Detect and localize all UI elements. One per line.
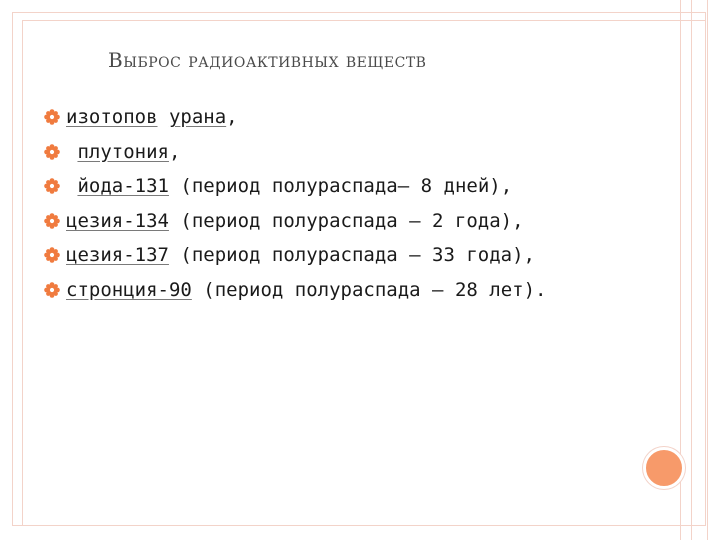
gear-flower-icon xyxy=(44,213,60,229)
item-text: , xyxy=(226,106,238,129)
item-lead xyxy=(66,175,77,197)
item-text: (период полураспада — 33 года), xyxy=(168,244,535,267)
item-link[interactable]: стронция-90 xyxy=(66,278,192,301)
gear-flower-icon xyxy=(44,282,60,298)
gear-flower-icon xyxy=(44,144,60,160)
item-text: , xyxy=(168,140,181,163)
item-text: (период полураспада — 28 лет). xyxy=(191,278,547,301)
decorative-circle xyxy=(643,447,685,489)
list-item xyxy=(44,100,546,135)
gear-flower-icon xyxy=(44,178,60,194)
item-text: (период полураспада — 2 года), xyxy=(168,209,524,232)
list-item xyxy=(44,169,546,204)
right-border-band-outer xyxy=(692,0,708,540)
item-link[interactable]: плутония xyxy=(77,140,169,163)
item-link[interactable]: урана xyxy=(168,106,227,129)
item-separator xyxy=(158,106,169,128)
gear-flower-icon xyxy=(44,109,60,125)
item-link[interactable]: цезия-134 xyxy=(66,209,169,232)
slide-title: Выброс радиоактивных веществ xyxy=(108,48,427,72)
list-item xyxy=(44,135,546,170)
item-link[interactable]: йода-131 xyxy=(77,175,169,198)
list-item xyxy=(44,204,546,239)
item-link[interactable]: изотопов xyxy=(66,106,158,129)
item-text: (период полураспада— 8 дней), xyxy=(168,175,513,198)
item-link[interactable]: цезия-137 xyxy=(66,244,169,267)
item-lead xyxy=(66,141,77,163)
gear-flower-icon xyxy=(44,247,60,263)
list-item xyxy=(44,238,546,273)
isotope-list xyxy=(44,100,546,307)
list-item xyxy=(44,273,546,308)
